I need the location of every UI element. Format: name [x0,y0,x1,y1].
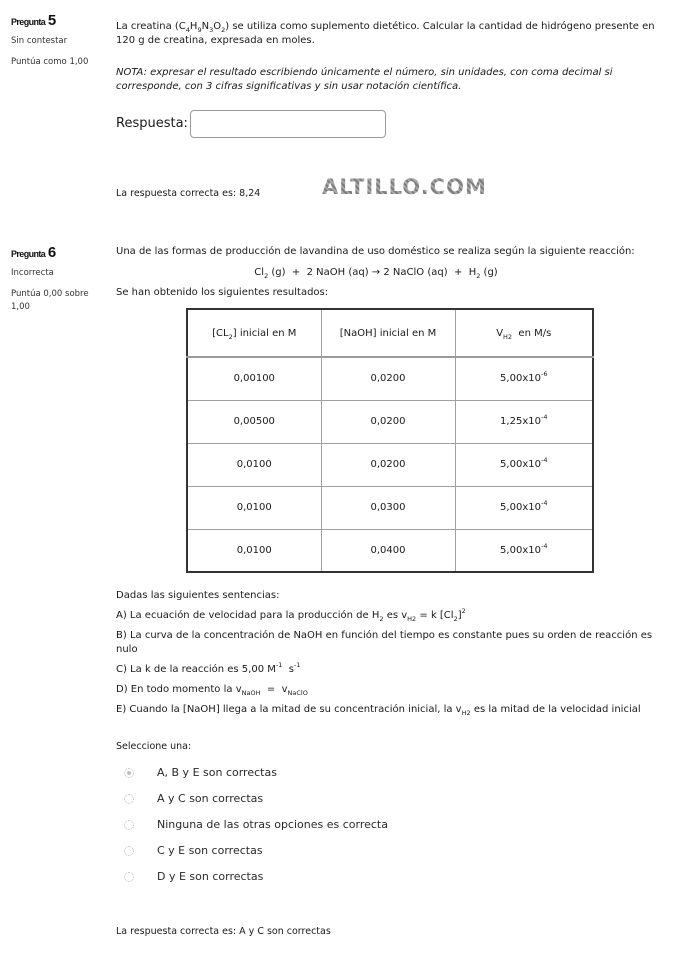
question-score: Puntúa 0,00 sobre 1,00 [11,289,89,312]
statements-intro: Dadas las siguientes sentencias: [116,590,280,601]
option-0[interactable] [116,760,676,786]
subscript: H2 [407,615,417,623]
text: D) En todo momento la v [116,684,242,695]
table-row [187,443,593,486]
superscript: -6 [540,370,548,379]
superscript: -4 [540,499,548,507]
statements [116,589,666,723]
watermark-logo: ALTILLO.COM [322,175,487,199]
subscript: H2 [503,332,513,341]
subscript: H2 [461,709,471,717]
text: A) La ecuación de velocidad para la producción de H [116,610,380,621]
cell-velocity [455,357,593,400]
option-label: Ninguna de las otras opciones es correcta [157,818,388,831]
text: 5,00x10 [500,502,541,513]
cell-cl2: 0,0100 [187,443,321,486]
text: (g) [480,267,498,278]
subscript: 2 [476,272,481,280]
table-row [187,400,593,443]
subscript: 2 [379,615,384,623]
answer-row [116,110,676,138]
subscript: NaOH [241,689,261,697]
cell-velocity [455,486,593,529]
options-list [116,760,676,890]
text: N [201,21,210,32]
cell-naoh: 0,0200 [321,357,455,400]
text: en M/s [512,327,552,339]
text: es v [383,610,408,621]
text: ] [457,610,462,621]
statement-d [116,683,666,697]
header-cl2 [187,309,321,357]
radio-icon[interactable] [124,820,134,830]
question-5-content [116,20,676,138]
option-label: C y E son correctas [157,844,263,857]
cell-velocity [455,443,593,486]
question-intro: Una de las formas de producción de lavandina de uso doméstico se realiza según la siguiente reacción: [116,246,635,257]
text: O [213,21,222,32]
text: 1,25x10 [500,416,541,427]
cell-naoh: 0,0200 [321,400,455,443]
cell-naoh: 0,0200 [321,443,455,486]
cell-naoh: 0,0400 [321,529,455,572]
text: ) se utiliza como suplemento dietético. Calcular la cantidad de hidrógeno presente en 120 g de creatina, expresada en moles. [116,21,655,46]
question-score: Puntúa como 1,00 [11,57,89,67]
option-3[interactable] [116,838,676,864]
select-label: Seleccione una: [116,741,192,752]
text: 5,00x10 [500,373,541,385]
question-status: Sin contestar [11,36,68,46]
question-5-info [11,12,101,69]
subscript: 9 [197,26,202,34]
text: = v [260,684,288,695]
text: La creatina (C [116,21,186,32]
answer-label: Respuesta: [116,116,188,131]
results-intro: Se han obtenido los siguientes resultados: [116,287,329,298]
statement-a [116,609,666,623]
option-label: D y E son correctas [157,870,264,883]
results-table [186,308,594,573]
text: Cl [254,267,265,278]
text: E) Cuando la [NaOH] llega a la mitad de su concentración inicial, la v [116,704,462,715]
text: (g) + 2 NaOH (aq) → 2 NaClO (aq) + H [268,267,477,278]
header-naoh: [NaOH] inicial en M [321,309,455,357]
text: s [282,664,294,675]
option-1[interactable] [116,786,676,812]
subscript: 3 [209,26,214,34]
reaction-equation [116,266,676,280]
table-row [187,529,593,572]
table-row [187,357,593,400]
question-6-heading [11,244,101,261]
option-4[interactable] [116,864,676,890]
superscript: 2 [461,607,466,615]
superscript: -1 [293,661,301,669]
subscript: 2 [264,272,269,280]
question-label: Pregunta [11,17,46,27]
question-status: Incorrecta [11,268,54,278]
radio-selected-icon[interactable] [124,768,134,778]
radio-icon[interactable] [124,872,134,882]
statement-b: B) La curva de la concentración de NaOH en función del tiempo es constante pues su orden de reacción es nulo [116,630,653,655]
superscript: -1 [275,661,283,669]
option-label: A y C son correctas [157,792,264,805]
cell-naoh: 0,0300 [321,486,455,529]
cell-velocity [455,529,593,572]
subscript: 2 [228,332,233,341]
question-number: 5 [47,12,57,29]
text: V [496,327,504,339]
answer-input[interactable] [190,110,386,138]
option-label: A, B y E son correctas [157,766,277,779]
text: H [189,21,198,32]
question-6-content [116,245,676,300]
correct-answer: La respuesta correcta es: A y C son correctas [116,926,331,937]
text: ] inicial en M [232,327,297,339]
text: 5,00x10 [500,544,541,556]
text: 5,00x10 [500,459,541,470]
subscript: 2 [221,26,226,34]
statement-e [116,703,666,717]
superscript: -4 [540,541,548,550]
text: C) La k de la reacción es 5,00 M [116,664,276,675]
table-row [187,486,593,529]
cell-cl2: 0,00500 [187,400,321,443]
superscript: -4 [540,456,548,464]
cell-cl2: 0,0100 [187,486,321,529]
question-text [116,20,676,48]
radio-icon[interactable] [124,794,134,804]
cell-cl2: 0,0100 [187,529,321,572]
header-velocity [455,309,593,357]
subscript: 2 [453,615,458,623]
question-6-info [11,244,101,314]
question-note: NOTA: expresar el resultado escribiendo únicamente el número, sin unidades, con coma decimal si corresponde, con 3 cifras significativas y sin usar notación científica. [116,67,613,92]
question-number: 6 [47,244,57,261]
statement-c [116,663,666,677]
radio-icon[interactable] [124,846,134,856]
cell-cl2: 0,00100 [187,357,321,400]
option-2[interactable] [116,812,676,838]
question-5-heading [11,12,101,29]
correct-answer: La respuesta correcta es: 8,24 [116,188,261,199]
text: es la mitad de la velocidad inicial [470,704,641,715]
table-header-row [187,309,593,357]
text: = k [Cl [416,610,454,621]
subscript: NaClO [287,689,308,697]
superscript: -4 [540,413,548,421]
answer-options [116,740,676,890]
cell-velocity [455,400,593,443]
question-label: Pregunta [11,249,46,259]
text: [CL [212,327,229,339]
subscript: 4 [185,26,190,34]
